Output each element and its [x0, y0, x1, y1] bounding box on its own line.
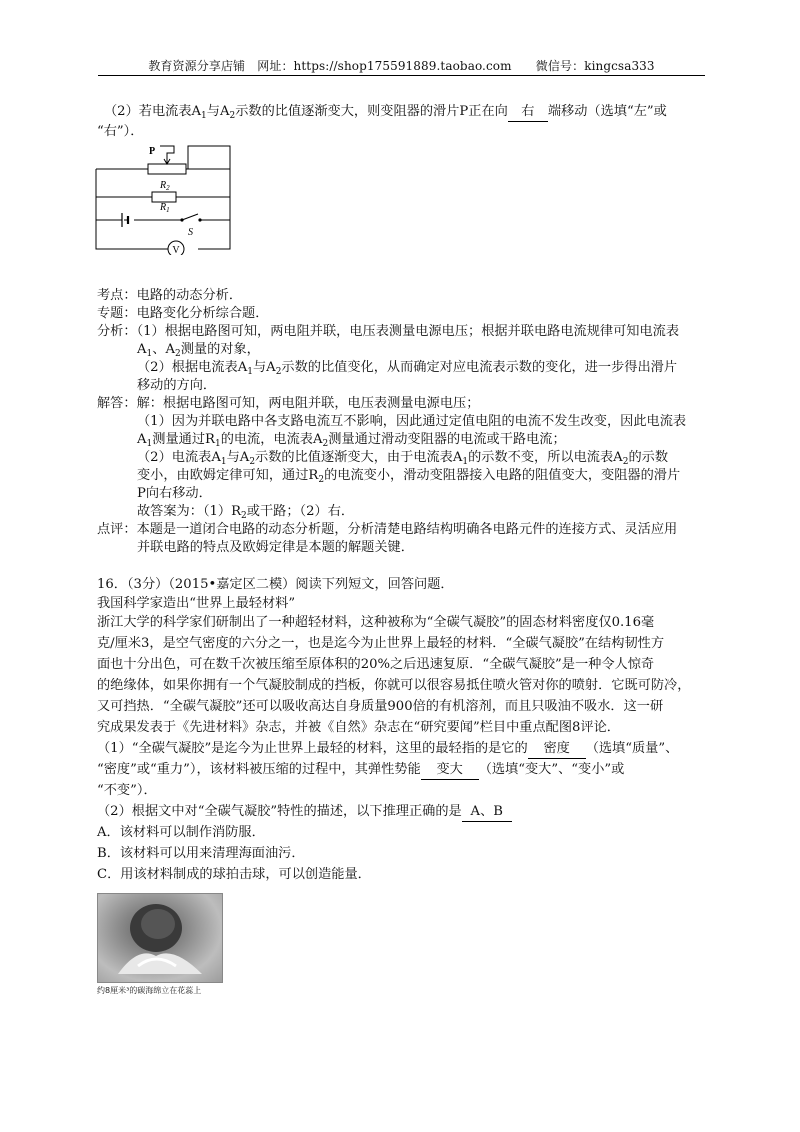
q16-answer-elastic: 变大 — [421, 761, 479, 780]
jieda-line4: （2）电流表$A_1$与$A_2$示数的比值逐渐变大，由于电流表$A_1$的示数不变，所以电流表$A_2$的示数 — [137, 450, 669, 467]
photo-caption: 约8厘米³的碳海绵立在花蕊上 — [97, 986, 202, 995]
q16-sub1-line3: “不变”）． — [97, 783, 157, 798]
photo-illustration — [98, 894, 222, 982]
switch-s-label: S — [188, 227, 193, 238]
carbon-aerogel-photo — [97, 893, 223, 983]
fenxi-line2: $A_1$、$A_2$测量的对象， — [137, 342, 260, 359]
fenxi-line4: 移动的方向． — [137, 378, 217, 393]
q16-para-line2: 克/厘米3，是空气密度的六分之一，也是迄今为止世界上最轻的材料．“全碳气凝胶”在结构韧性方 — [97, 636, 665, 651]
jieda-line3: $A_1$测量通过$R_1$的电流，电流表$A_2$测量通过滑动变阻器的电流或干路电流； — [137, 432, 566, 449]
q16-sub2-line: （2）根据文中对“全碳气凝胶”特性的描述，以下推理正确的是 A、B — [97, 803, 512, 821]
q15-part2-line2: “右”）． — [97, 124, 144, 139]
fenxi-line3: （2）根据电流表$A_1$与$A_2$示数的比值变化，从而确定对应电流表示数的变化，进一步得出滑片 — [137, 360, 678, 377]
q16-para-line1: 浙江大学的科学家们研制出了一种超轻材料，这种被称为“全碳气凝胶”的固态材料密度仅0.16毫 — [97, 615, 655, 630]
zhuanti-line: 专题：电路变化分析综合题． — [97, 306, 269, 321]
jieda-answer-line: 故答案为：$(1)R_2$或干路；（2）右． — [137, 504, 355, 521]
q15-answer-blank: 右 — [508, 103, 548, 122]
header-rule — [98, 75, 705, 76]
q16-option-c: C．用该材料制成的球拍击球，可以创造能量． — [97, 867, 371, 882]
q15-part2-line1: （2）若电流表$A_1$与$A_2$示数的比值逐渐变大，则变阻器的滑片P正在向 右 端移动（选填“左”或 — [104, 104, 667, 121]
dianping-line2: 并联电路的特点及欧姆定律是本题的解题关键． — [137, 540, 414, 555]
jieda-line6: P向右移动． — [137, 486, 212, 501]
q16-option-a: A．该材料可以制作消防服． — [97, 825, 265, 840]
q16-sub1-line2: “密度”或“重力”），该材料被压缩的过程中，其弹性势能 变大 （选填“变大”、“变小”或 — [97, 761, 624, 779]
q16-heading: 我国科学家造出“世界上最轻材料” — [97, 596, 296, 611]
q16-para-line5: 又可挡热．“全碳气凝胶”还可以吸收高达自身质量900倍的有机溶剂，而且只吸油不吸水．这一研 — [97, 699, 664, 714]
jieda-line2: （1）因为并联电路中各支路电流互不影响，因此通过定值电阻的电流不发生改变，因此电流表 — [137, 414, 687, 429]
jieda-line1: 解答：解：根据电路图可知，两电阻并联，电压表测量电源电压； — [97, 396, 480, 411]
r2-label: $R_2$ — [160, 180, 170, 192]
page-header: 教育资源分享店铺 网址：https://shop175591889.taobao.com 微信号：kingcsa333 — [148, 59, 655, 73]
q16-para-line3: 面也十分出色，可在数千次被压缩至原体积的20%之后迅速复原．“全碳气凝胶”是一种令人惊奇 — [97, 657, 655, 672]
q16-para-line4: 的绝缘体，如果你拥有一个气凝胶制成的挡板，你就可以很容易抵住喷火管对你的喷射．它既可防冷， — [97, 678, 691, 693]
r1-label: $R_1$ — [160, 202, 170, 214]
kaodian-line: 考点：电路的动态分析． — [97, 288, 243, 303]
q16-answer-ab: A、B — [462, 803, 512, 822]
q16-sub1-line1: （1）“全碳气凝胶”是迄今为止世界上最轻的材料，这里的最轻指的是它的 密度 （选填“质量”、 — [97, 740, 678, 758]
slider-p-label: P — [149, 146, 156, 157]
voltmeter-label: V — [172, 245, 180, 255]
q16-para-line6: 究成果发表于《先进材料》杂志，并被《自然》杂志在“研究要闻”栏目中重点配图8评论． — [97, 720, 620, 735]
jieda-line5: 变小，由欧姆定律可知，通过$R_2$的电流变小，滑动变阻器接入电路的阻值变大，变阻器的滑片 — [137, 468, 681, 485]
q16-option-b: B．该材料可以用来清理海面油污． — [97, 846, 305, 861]
circuit-diagram — [94, 143, 234, 255]
fenxi-line1: 分析：（1）根据电路图可知，两电阻并联，电压表测量电源电压；根据并联电路电流规律可知电流表 — [97, 324, 680, 339]
q16-title: 16．（3分）（2015•嘉定区二模）阅读下列短文，回答问题． — [97, 577, 454, 592]
dianping-line1: 点评：本题是一道闭合电路的动态分析题，分析清楚电路结构明确各电路元件的连接方式、灵活应用 — [97, 522, 678, 537]
q16-answer-density: 密度 — [528, 740, 586, 759]
